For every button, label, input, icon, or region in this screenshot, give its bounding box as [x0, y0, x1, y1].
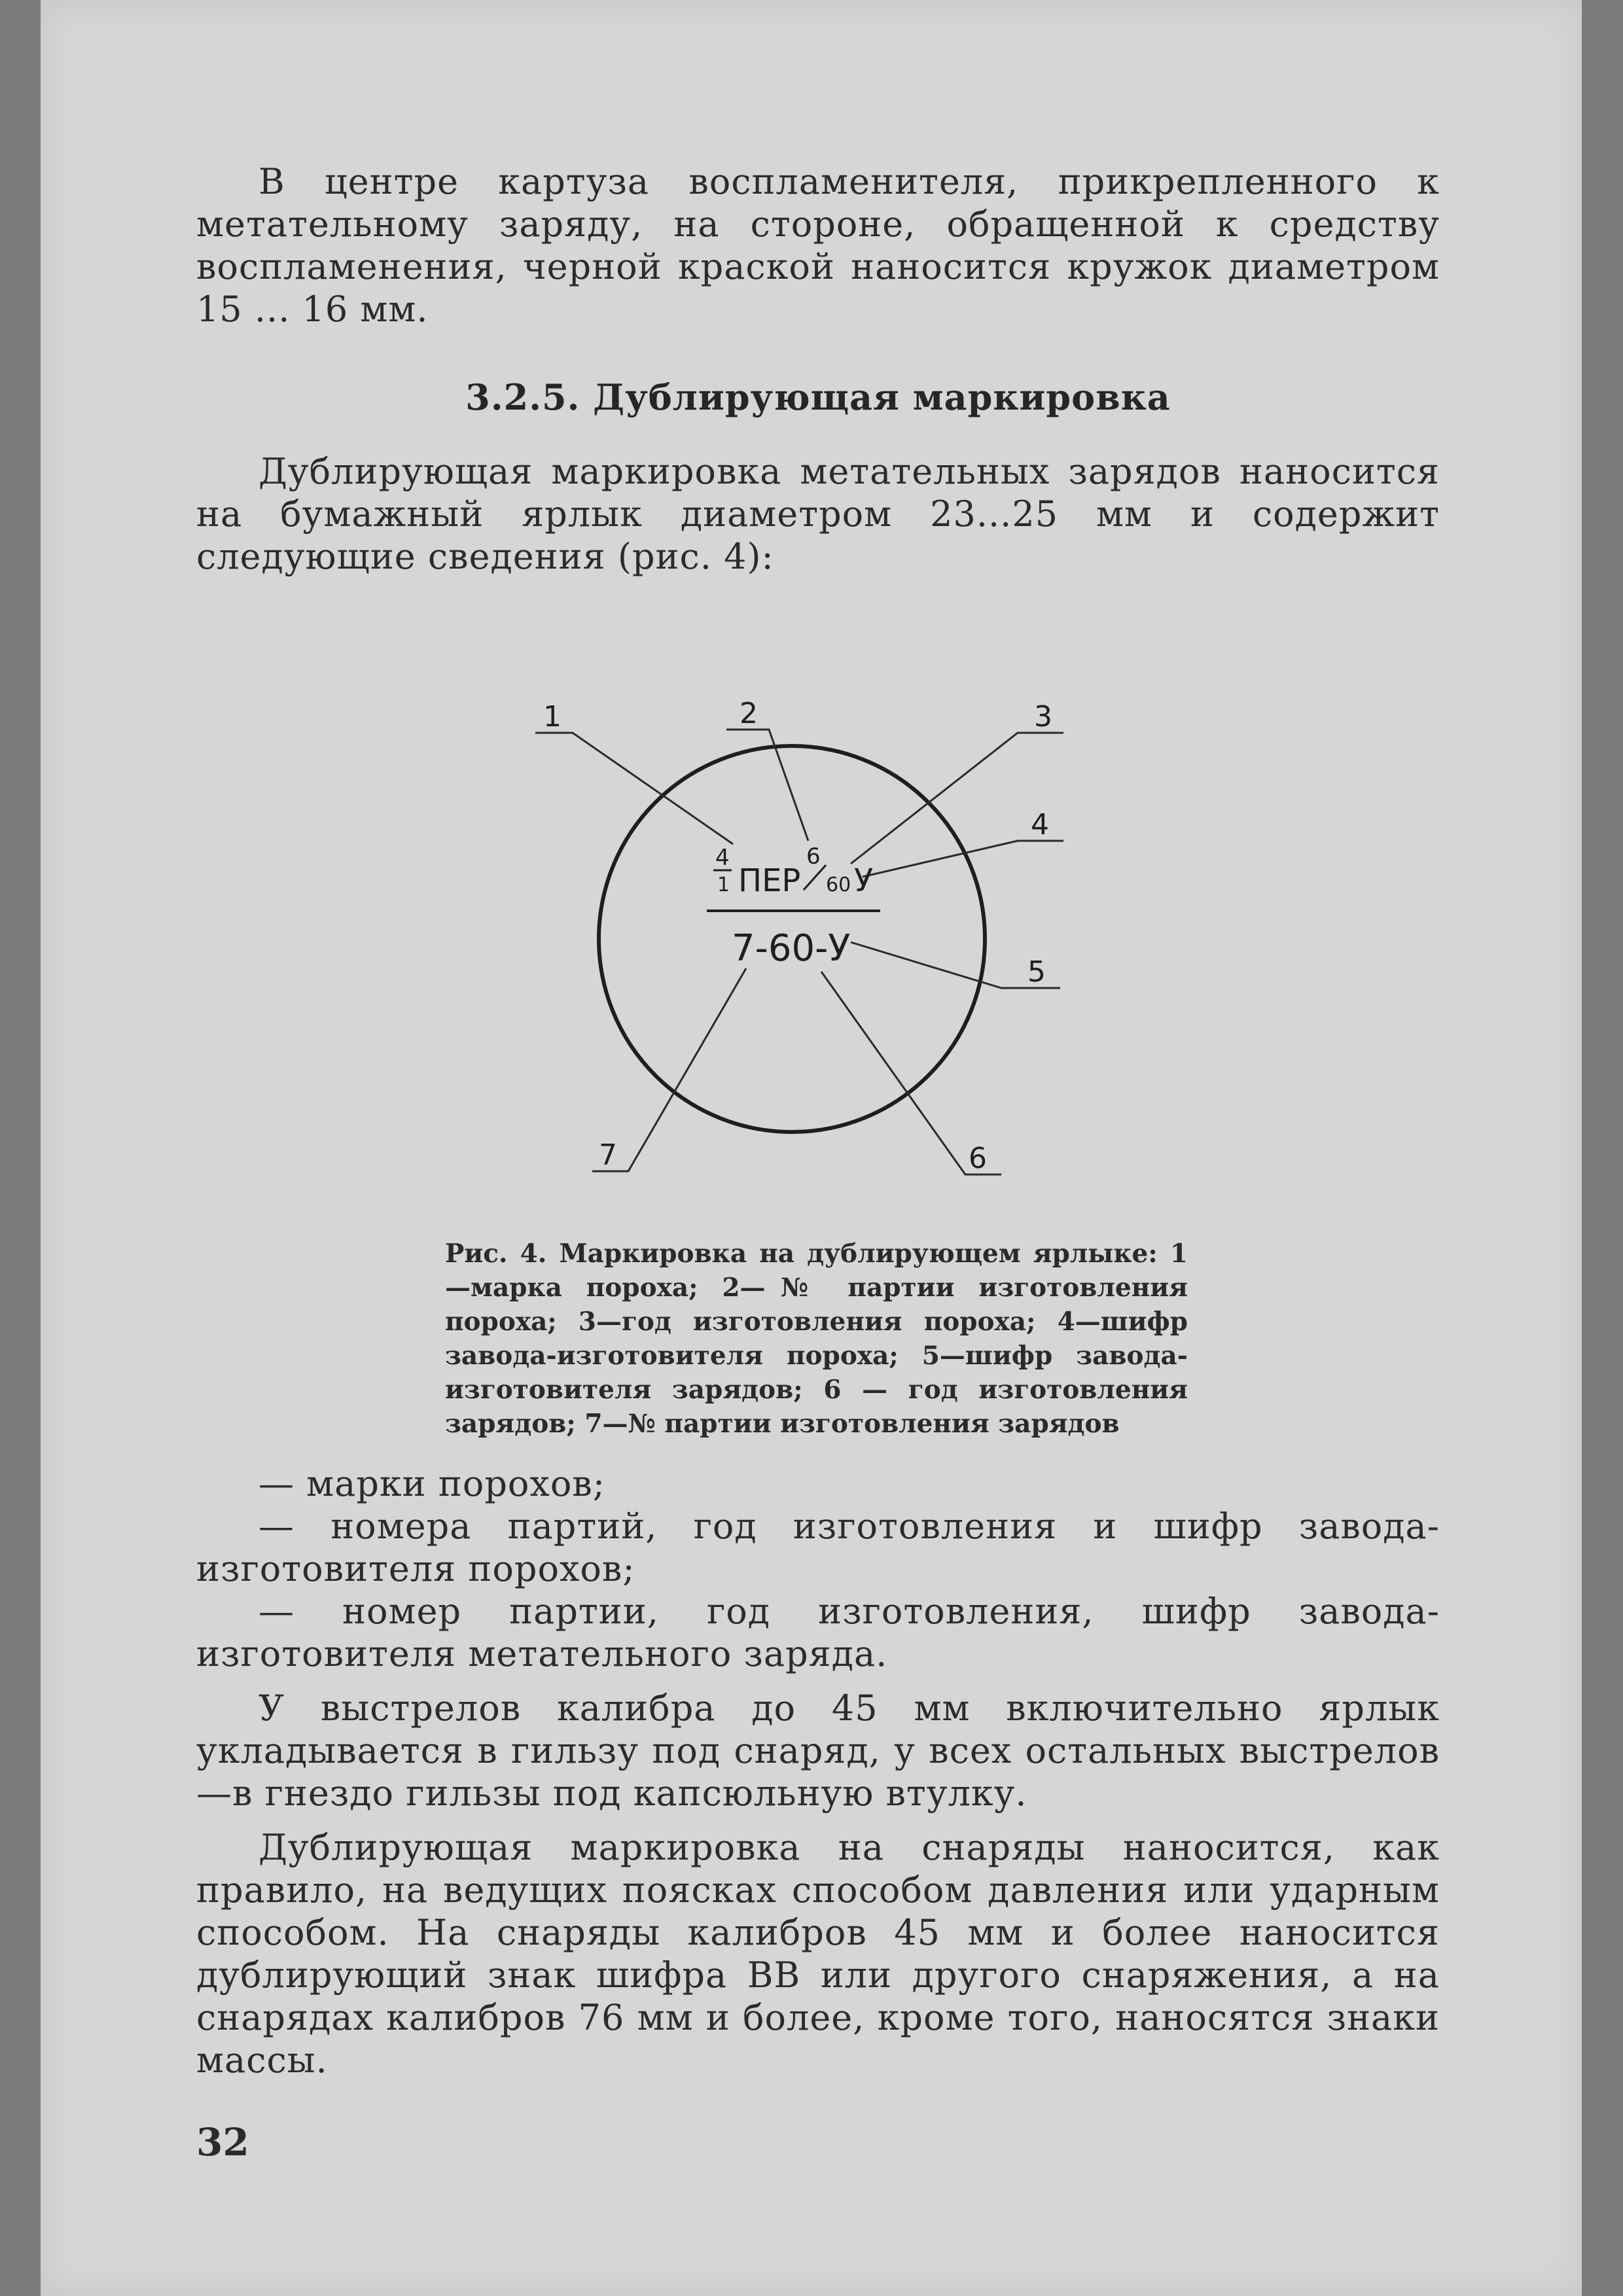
leader-line-3 [851, 733, 1063, 864]
batch-fraction-top: 6 [806, 843, 821, 870]
section-heading: 3.2.5. Дублирующая маркировка [465, 376, 1171, 418]
callout-2: 2 [740, 697, 758, 730]
batch-fraction-bottom: 60 [826, 874, 851, 896]
list-item: — номер партии, год изготовления, шифр завода-изготовителя метательного заряда. [196, 1591, 1440, 1674]
marking-contents-list [196, 1462, 1440, 2081]
paragraph-label-placement: У выстрелов калибра до 45 мм включительно ярлык укладывается в гильзу под снаряд, у всех остальных выстрелов—в гнездо гильзы под капсюльную втулку. [196, 1687, 1440, 1814]
grade-fraction-bottom: 1 [717, 874, 730, 896]
paragraph-projectile-marking: Дублирующая маркировка на снаряды наносится, как правило, на ведущих поясках способом давления или ударным способом. На снаряды калибров 45 мм и более наносится дублирующий знак шифра ВВ или другого снаряжения, а на снарядах калибров 76 мм и более, кроме того, наносятся знаки массы. [196, 1827, 1440, 2081]
list-item: — номера партий, год изготовления и шифр завода-изготовителя порохов; [196, 1506, 1440, 1589]
callout-6: 6 [969, 1142, 987, 1175]
paragraph-duplicate-marking: Дублирующая маркировка метательных зарядов наносится на бумажный ярлык диаметром 23...25 мм и содержит следующие сведения (рис. 4): [196, 451, 1440, 577]
figure-caption: Рис. 4. Маркировка на дублирующем ярлыке: 1—марка пороха; 2—№ партии изготовления пороха; 3—год изготовления пороха; 4—шифр завода-изготовителя пороха; 5—шифр завода-изготовителя зарядов; 6 — год изготовления зарядов; 7—№ партии изготовления зарядов [445, 1239, 1188, 1439]
powder-grade: ПЕР [738, 862, 801, 899]
callout-7: 7 [599, 1139, 617, 1172]
callout-4: 4 [1031, 808, 1049, 841]
callout-5: 5 [1027, 955, 1046, 989]
grade-fraction-top: 4 [715, 845, 730, 871]
charge-marking: 7-60-У [732, 927, 851, 970]
callout-3: 3 [1034, 700, 1052, 733]
page-number: 32 [196, 2120, 249, 2164]
powder-factory-code: У [854, 862, 874, 899]
callout-1: 1 [543, 700, 562, 733]
paragraph-igniter-circle: В центре картуза воспламенителя, прикрепленного к метательному заряду, на стороне, обращенной к средству воспламенения, черной краской наносится кружок диаметром 15 ... 16 мм. [196, 161, 1440, 330]
list-item: — марки порохов; [259, 1463, 605, 1504]
